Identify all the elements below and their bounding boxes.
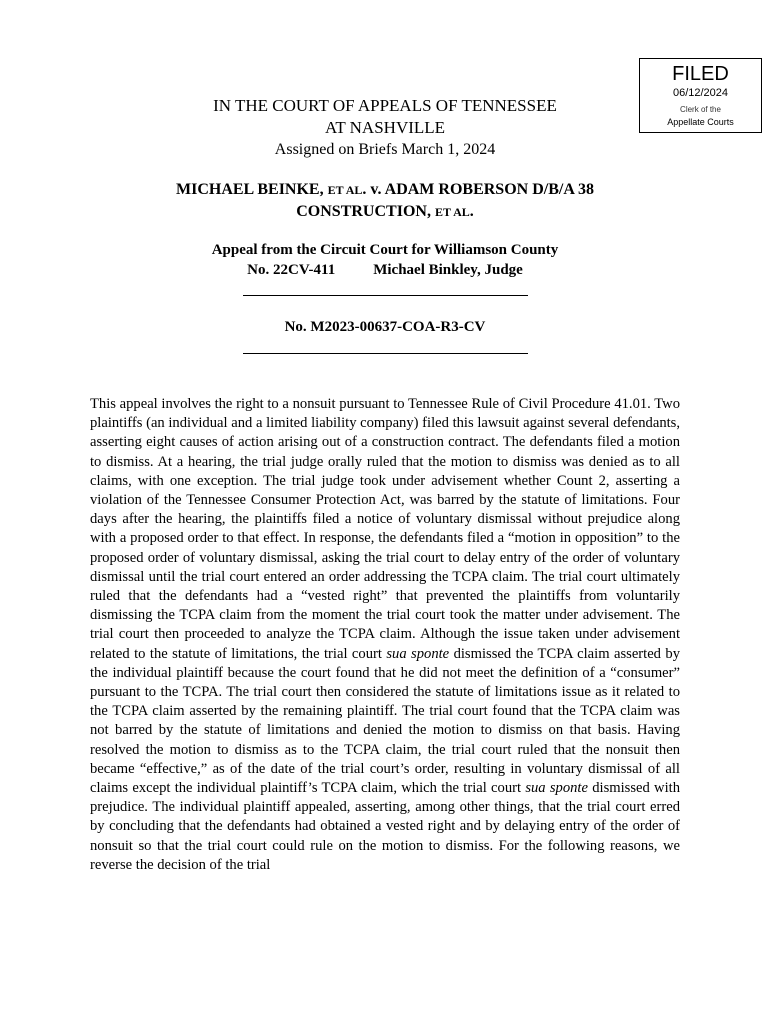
caption-line-1 [0,179,770,201]
summary-italic-2: sua sponte [525,780,588,797]
case-line [0,260,770,280]
stamp-court: Appellate Courts [667,117,734,127]
summary-text-1: This appeal involves the right to a nonsuit pursuant to Tennessee Rule of Civil Procedure 41.01. Two plaintiffs (an individual and a limited liability company) filed this lawsuit against several defendants, asserting eight causes of action arising out of a construction contract. The defendants filed a motion to dismiss. At a hearing, the trial judge orally ruled that the motion to dismiss was denied as to all claims, with one exception. The trial judge took under advisement whether Count 2, asserting a violation of the Tennessee Consumer Protection Act, was barred by the statute of limitations. Four days after the hearing, the plaintiffs filed a notice of voluntary dismissal without prejudice along with a proposed order to that effect. In response, the defendants filed a “motion in opposition” to the proposed order of voluntary dismissal, asking the trial court to delay entry of the order of voluntary dismissal until the trial court entered an order addressing the TCPA claim. The trial court ultimately ruled that the defendants had a “vested right” that prevented the plaintiffs from voluntarily dismissing the TCPA claim from the moment the trial court took the matter under advisement. The trial court then proceeded to analyze the TCPA claim. Although the issue taken under advisement related to the statute of limitations, the trial court [90,396,680,662]
assigned-date: Assigned on Briefs March 1, 2024 [274,141,496,158]
caption-defendant: . v. ADAM ROBERSON D/B/A 38 [362,181,594,198]
divider-top [243,295,528,296]
trial-case-number: No. 22CV-411 [247,262,336,278]
summary-italic-1: sua sponte [386,645,450,662]
caption-et-al-1: ET AL [327,183,363,197]
case-caption [0,179,770,223]
caption-plaintiff: MICHAEL BEINKE, [176,181,324,198]
summary-text-2: dismissed the TCPA claim asserted by the individual plaintiff because the court found that he did not meet the definition of a “consumer” pursuant to the TCPA. The trial court then considered the statute of limitations issue as it related to the TCPA claim asserted by the remaining plaintiff. The trial court found that the TCPA claim was not barred by the statute of limitations and denied the motion to dismiss on that basis. Having resolved the motion to dismiss as to the TCPA claim, the trial court ruled that the nonsuit then became “effective,” as of the date of the trial court’s order, resulting in voluntary dismissal of all claims except the individual plaintiff’s TCPA claim, which the trial court [90,645,680,797]
divider-bottom [243,353,528,354]
summary-paragraph [90,395,680,875]
appeal-info [0,240,770,280]
stamp-title: FILED [672,63,729,85]
stamp-clerk: Clerk of the [680,105,721,114]
docket-number: No. M2023-00637-COA-R3-CV [284,319,486,335]
caption-line-2 [0,201,770,223]
trial-judge: Michael Binkley, Judge [373,262,523,278]
caption-period: . [469,203,474,220]
caption-defendant-cont: CONSTRUCTION, [296,203,431,220]
case-summary [90,395,680,875]
summary-text-3: dismissed with prejudice. The individual plaintiff appealed, asserting, among other things, that the trial court erred by concluding that the defendants had obtained a vested right and by delaying entry of the order of nonsuit so that the trial court could rule on the motion to dismiss. For the following reasons, we reverse the decision of the trial [90,780,680,873]
appeal-from: Appeal from the Circuit Court for Williamson County [211,242,559,258]
court-location: AT NASHVILLE [324,118,446,137]
caption-et-al-2: ET AL [434,205,470,219]
court-name: IN THE COURT OF APPEALS OF TENNESSEE [213,96,557,115]
stamp-date: 06/12/2024 [672,87,729,99]
court-heading [0,95,770,161]
